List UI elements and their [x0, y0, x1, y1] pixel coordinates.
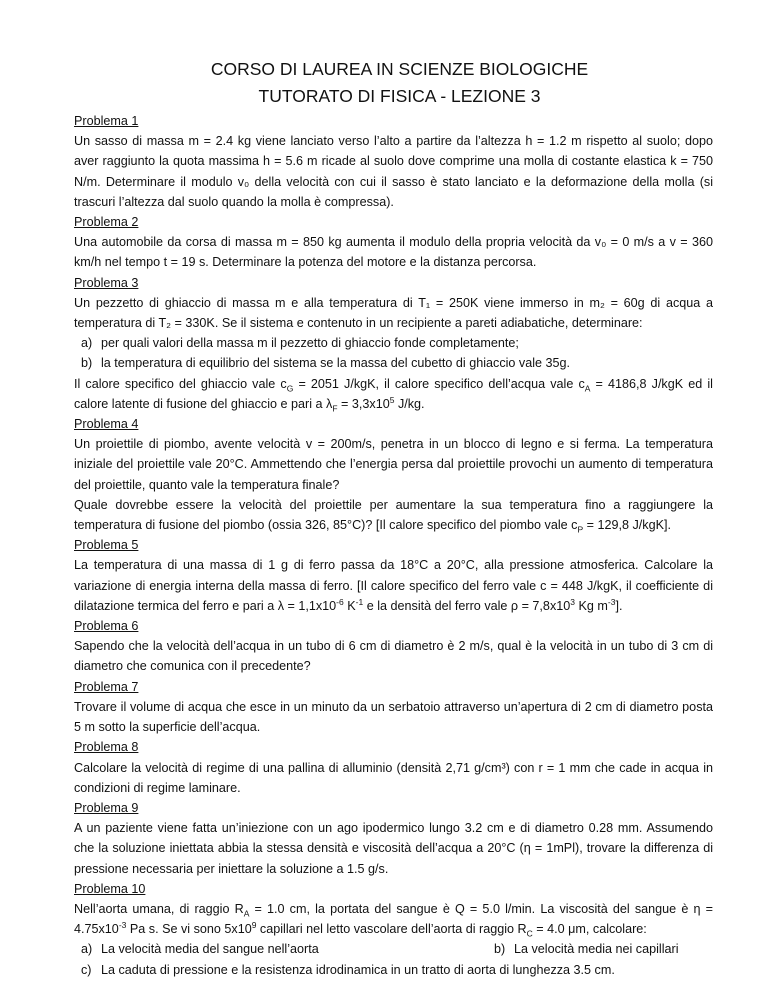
course-title: CORSO DI LAUREA IN SCIENZE BIOLOGICHE	[210, 59, 589, 79]
problem-3-heading: Problema 3	[74, 275, 139, 290]
problem-1-text: Un sasso di massa m = 2.4 kg viene lanciato verso l’alto a partire da l’altezza h = 1.2 m rispetto al suolo; dopo aver raggiunto la quota massima h = 5.6 m ricade al suolo dove comprime una molla di costante elastica k = 750 N/m. Determinare il modulo v₀ della velocità con cui il sasso è stato lanciato e la deformazione della molla (si trascuri l’altezza dal suolo quando la molla è compressa).	[74, 134, 713, 209]
list-item	[74, 333, 713, 353]
problem-7-text: Trovare il volume di acqua che esce in un minuto da un serbatoio attraverso un’apertura di 2 cm di diametro posta 5 m sotto la superficie dell’acqua.	[74, 699, 713, 735]
problem-10-list-row	[74, 939, 713, 959]
problem-9-text: A un paziente viene fatta un’iniezione con un ago ipodermico lungo 3.2 cm e di diametro 0.28 mm. Assumendo che la soluzione iniettata abbia la stessa densità e viscosità dell’acqua a 20°C (η = 1mPl), trovare la differenza di pressione necessaria per iniettare la soluzione a 1.5 g/s.	[74, 821, 713, 876]
list-item-text: La caduta di pressione e la resistenza idrodinamica in un tratto di aorta di lunghezza 3.5 cm.	[101, 962, 615, 977]
list-item-text: La velocità media nei capillari	[514, 942, 679, 957]
list-marker: b)	[494, 942, 506, 957]
problem-10-heading: Problema 10	[74, 881, 146, 896]
problem-2-heading: Problema 2	[74, 215, 139, 230]
problem-8-heading: Problema 8	[74, 740, 139, 755]
problem-8-text: Calcolare la velocità di regime di una pallina di alluminio (densità 2,71 g/cm³) con r = 1 mm che cade in acqua in condizioni di regime laminare.	[74, 760, 713, 795]
problem-10-list	[74, 960, 713, 980]
problem-4-text-2: Quale dovrebbe essere la velocità del proiettile per aumentare la sua temperatura fino a raggiungere la temperatura di fusione del piombo (ossia 326, 85°C)? [Il calore specifico del piombo vale $c_P = 129,8$ J/kgK].	[74, 497, 713, 535]
list-item	[74, 960, 713, 980]
problem-9-heading: Problema 9	[74, 800, 139, 815]
problem-2-text: Una automobile da corsa di massa m = 850 kg aumenta il modulo della propria velocità da v₀ = 0 m/s a v = 360 km/h nel tempo t = 19 s. Determinare la potenza del motore e la distanza percorsa.	[74, 235, 713, 270]
problem-3-text: Un pezzetto di ghiaccio di massa m e alla temperatura di T₁ = 250K viene immerso in m₂ = 60g di acqua a temperatura di T₂ = 330K. Se il sistema e contenuto in un recipiente a pareti adiabatiche, determinare:	[74, 295, 713, 331]
problem-4-text: Un proiettile di piombo, avente velocità v = 200m/s, penetra in un blocco di legno e si ferma. La temperatura iniziale del proiettile vale 20°C. Ammettendo che l’energia persa dal proiettile provochi un aumento di temperatura del proiettile, quanto vale la temperatura finale?	[74, 437, 713, 492]
list-marker: a)	[81, 336, 93, 351]
list-marker: b)	[81, 356, 93, 371]
list-item-text: la temperatura di equilibrio del sistema se la massa del cubetto di ghiaccio vale 35g.	[101, 356, 571, 371]
list-item-text: per quali valori della massa m il pezzetto di ghiaccio fonde completamente;	[101, 336, 519, 351]
list-marker: c)	[81, 962, 92, 977]
problem-6-text: Sapendo che la velocità dell’acqua in un tubo di 6 cm di diametro è 2 m/s, qual è la velocità in un tubo di 3 cm di diametro che comunica con il precedente?	[74, 639, 713, 674]
problem-10-text: Nell’aorta umana, di raggio $R_A = 1.0$ cm, la portata del sangue è Q = 5.0 l/min. La viscosità del sangue è $\eta = 4.75x10^{-3}$ Pa s. Se vi sono $5x10^9$ capillari nel letto vascolare dell’aorta di raggio $R_C = 4.0$ μm, calcolare:	[74, 901, 713, 939]
problem-5-heading: Problema 5	[74, 538, 139, 553]
problem-3-list	[74, 333, 713, 373]
problem-6-heading: Problema 6	[74, 619, 139, 634]
list-item-text: La velocità media del sangue nell’aorta	[101, 942, 319, 957]
problem-5-text: La temperatura di una massa di 1 g di ferro passa da 18°C a 20°C, alla pressione atmosferica. Calcolare la variazione di energia interna della massa di ferro. [Il calore specifico del ferro vale c = 448 J/kgK, il coefficiente di dilatazione termica del ferro e pari a $\lambda = 1,1x10^{-6}$ $K^{-1}$ e la densità del ferro vale $\rho = 7,8x10^3$ Kg $m^{-3}$].	[74, 558, 713, 613]
title-block	[74, 56, 713, 110]
problem-7-heading: Problema 7	[74, 679, 139, 694]
lesson-title: TUTORATO DI FISICA - LEZIONE 3	[258, 86, 541, 106]
problem-3-constants: Il calore specifico del ghiaccio vale $c_G = 2051$ J/kgK, il calore specifico dell’acqua vale $c_A = 4186,8$ J/kgK ed il calore latente di fusione del ghiaccio e pari a $\lambda_F = 3,3x10^5$ J/kg.	[74, 376, 713, 414]
list-item	[74, 353, 713, 373]
list-item	[494, 939, 679, 959]
problem-1-heading: Problema 1	[74, 114, 139, 128]
list-marker: a)	[81, 942, 93, 957]
problem-4-heading: Problema 4	[74, 417, 139, 432]
